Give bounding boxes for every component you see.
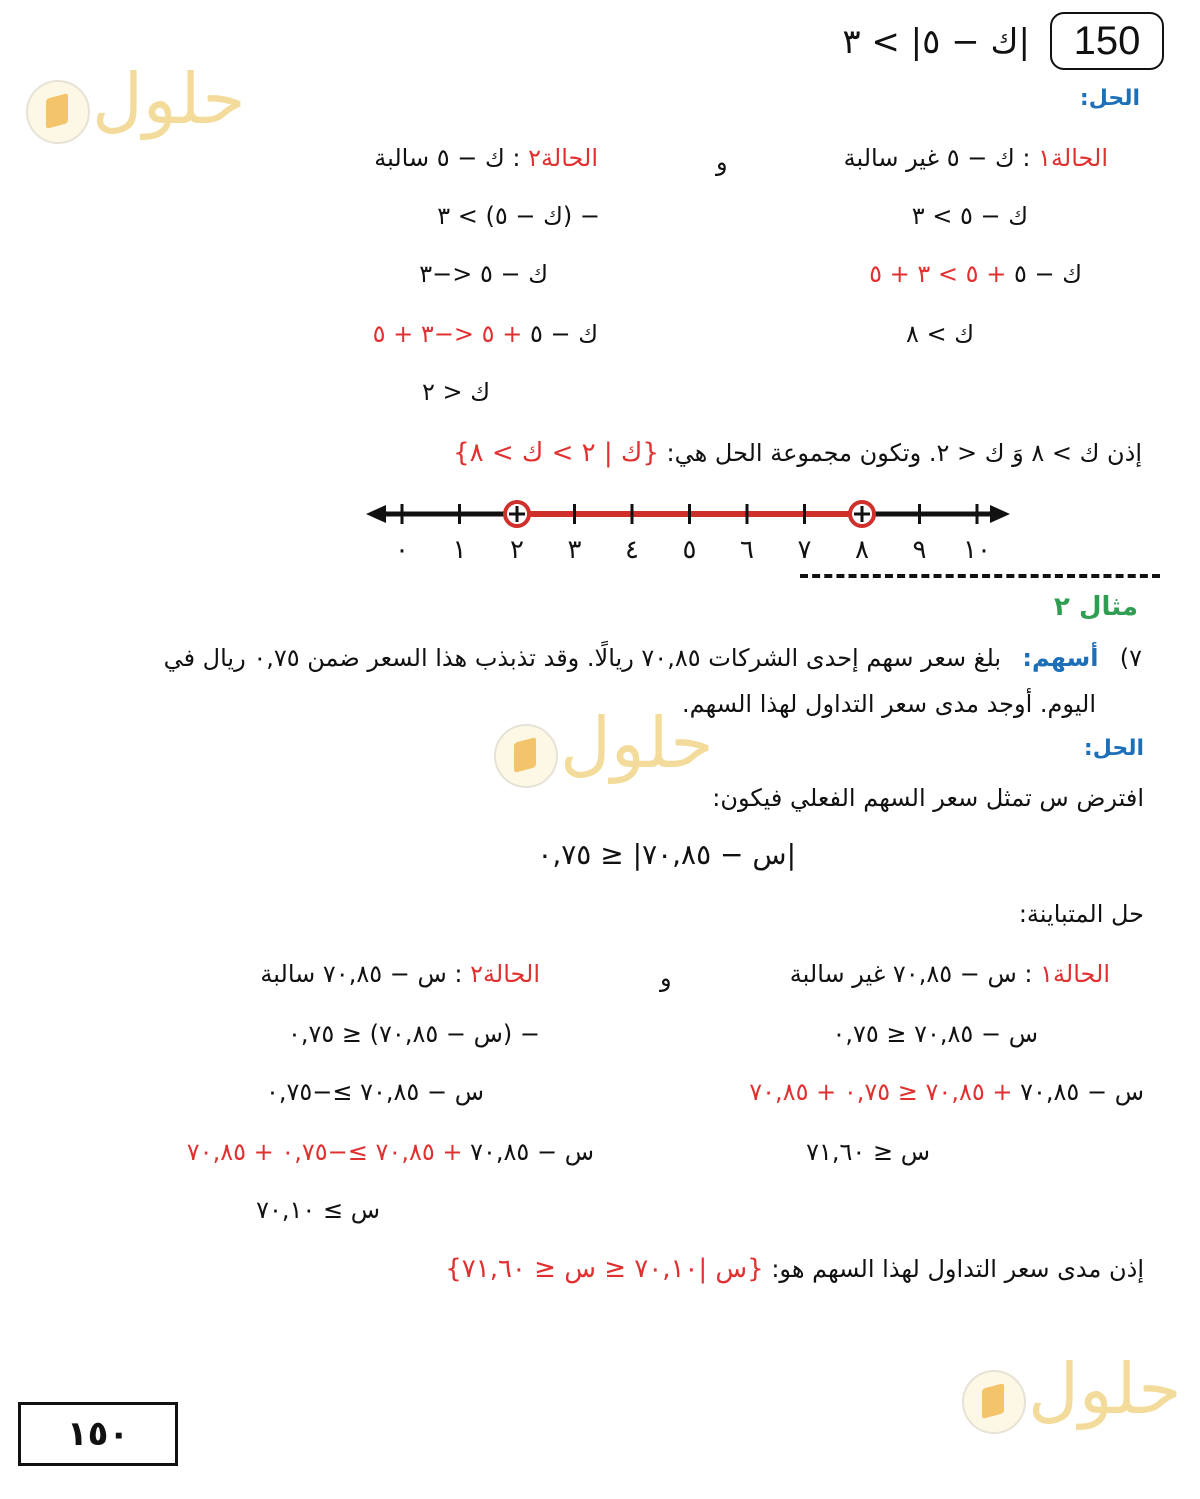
book-icon (26, 80, 90, 144)
left-arrow-icon (366, 505, 386, 523)
case1-step: ك > ٨ (905, 320, 974, 348)
tick-label: ١٠ (963, 535, 991, 565)
case2-header: الحالة٢ : س − ٧٠,٨٥ سالبة (260, 960, 540, 988)
part2-solution-set: {س |٧٠,١٠ ≤ س ≤ ٧١,٦٠} (445, 1254, 764, 1284)
tick-label: ٩ (912, 535, 927, 565)
case2-step: س − ٧٠,٨٥ ≥−٠,٧٥ (265, 1078, 484, 1106)
tick-label: ١ (452, 535, 467, 565)
brand-logo: حلول (494, 716, 704, 796)
example-problem-line1: ٧) أسهم: بلغ سعر سهم إحدى الشركات ٧٠,٨٥ ريالًا. وقد تذبذب هذا السعر ضمن ٠,٧٥ ريال في (163, 644, 1142, 672)
case2-step: ك − ٥ + ٥ <−٣ + ٥ (372, 320, 598, 348)
case2-step: ك − ٥ <−٣ (419, 260, 548, 288)
exercise-number: 150 (1073, 19, 1141, 63)
tick-label: ٢ (510, 535, 524, 565)
page-number: ١٥٠ (66, 1414, 130, 1454)
case1-step: س − ٧٠,٨٥ + ٧٠,٨٥ ≤ ٠,٧٥ + ٧٠,٨٥ (749, 1078, 1144, 1106)
exercise-number-box (1050, 12, 1164, 70)
book-icon (494, 724, 558, 788)
brand-logo: حلول (26, 72, 236, 152)
part1-conclusion: إذن ك > ٨ وَ ك < ٢. وتكون مجموعة الحل هي: {ك | ٢ > ك > ٨} (453, 438, 1142, 468)
example-problem-line2: اليوم. أوجد مدى سعر التداول لهذا السهم. (682, 690, 1096, 718)
book-icon (962, 1370, 1026, 1434)
case2-step: − (ك − ٥) > ٣ (437, 202, 600, 230)
tick-label: ٥ (682, 535, 697, 565)
number-line (360, 490, 1020, 570)
case2-step: ك < ٢ (421, 378, 490, 406)
part2-conclusion: إذن مدى سعر التداول لهذا السهم هو: {س |٧٠,١٠ ≤ س ≤ ٧١,٦٠} (445, 1254, 1144, 1284)
case1-header: الحالة١ : س − ٧٠,٨٥ غير سالبة (789, 960, 1110, 988)
case2-header: الحالة٢ : ك − ٥ سالبة (374, 144, 598, 172)
brand-logo: حلول (962, 1362, 1172, 1442)
tick-label: ٨ (855, 535, 869, 565)
solution-label: الحل: (1079, 86, 1140, 111)
example-inequality: |س − ٧٠,٨٥| ≤ ٠,٧٥ (537, 838, 796, 871)
tick-label: ٤ (625, 535, 639, 565)
part1-solution-set: {ك | ٢ > ك > ٨} (453, 438, 659, 468)
case2-step: − (س − ٧٠,٨٥) ≤ ٠,٧٥ (287, 1020, 540, 1048)
case1-step: س − ٧٠,٨٥ ≤ ٠,٧٥ (832, 1020, 1038, 1048)
tick-label: ٦ (740, 535, 754, 565)
right-arrow-icon (990, 505, 1010, 523)
example-solution-label: الحل: (1083, 736, 1144, 761)
and-word: و (716, 148, 728, 176)
tick-label: ٠ (395, 535, 409, 565)
section-divider (800, 574, 1160, 578)
page-number-box (18, 1402, 178, 1466)
case1-header: الحالة١ : ك − ٥ غير سالبة (843, 144, 1108, 172)
case1-step: ك − ٥ + ٥ > ٣ + ٥ (869, 260, 1082, 288)
case2-step: س − ٧٠,٨٥ + ٧٠,٨٥ ≥−٠,٧٥ + ٧٠,٨٥ (186, 1138, 594, 1166)
case1-step: ك − ٥ > ٣ (911, 202, 1028, 230)
case1-step: س ≤ ٧١,٦٠ (806, 1138, 930, 1166)
tick-label: ٧ (797, 535, 812, 565)
assume-text: افترض س تمثل سعر السهم الفعلي فيكون: (712, 784, 1144, 812)
and-word: و (660, 964, 672, 992)
solve-label: حل المتباينة: (1018, 900, 1144, 928)
problem-inequality: |ك − ٥| > ٣ (842, 22, 1030, 62)
case2-step: س ≥ ٧٠,١٠ (256, 1196, 380, 1224)
tick-label: ٣ (567, 535, 582, 565)
example-title: مثال ٢ (1054, 592, 1138, 622)
